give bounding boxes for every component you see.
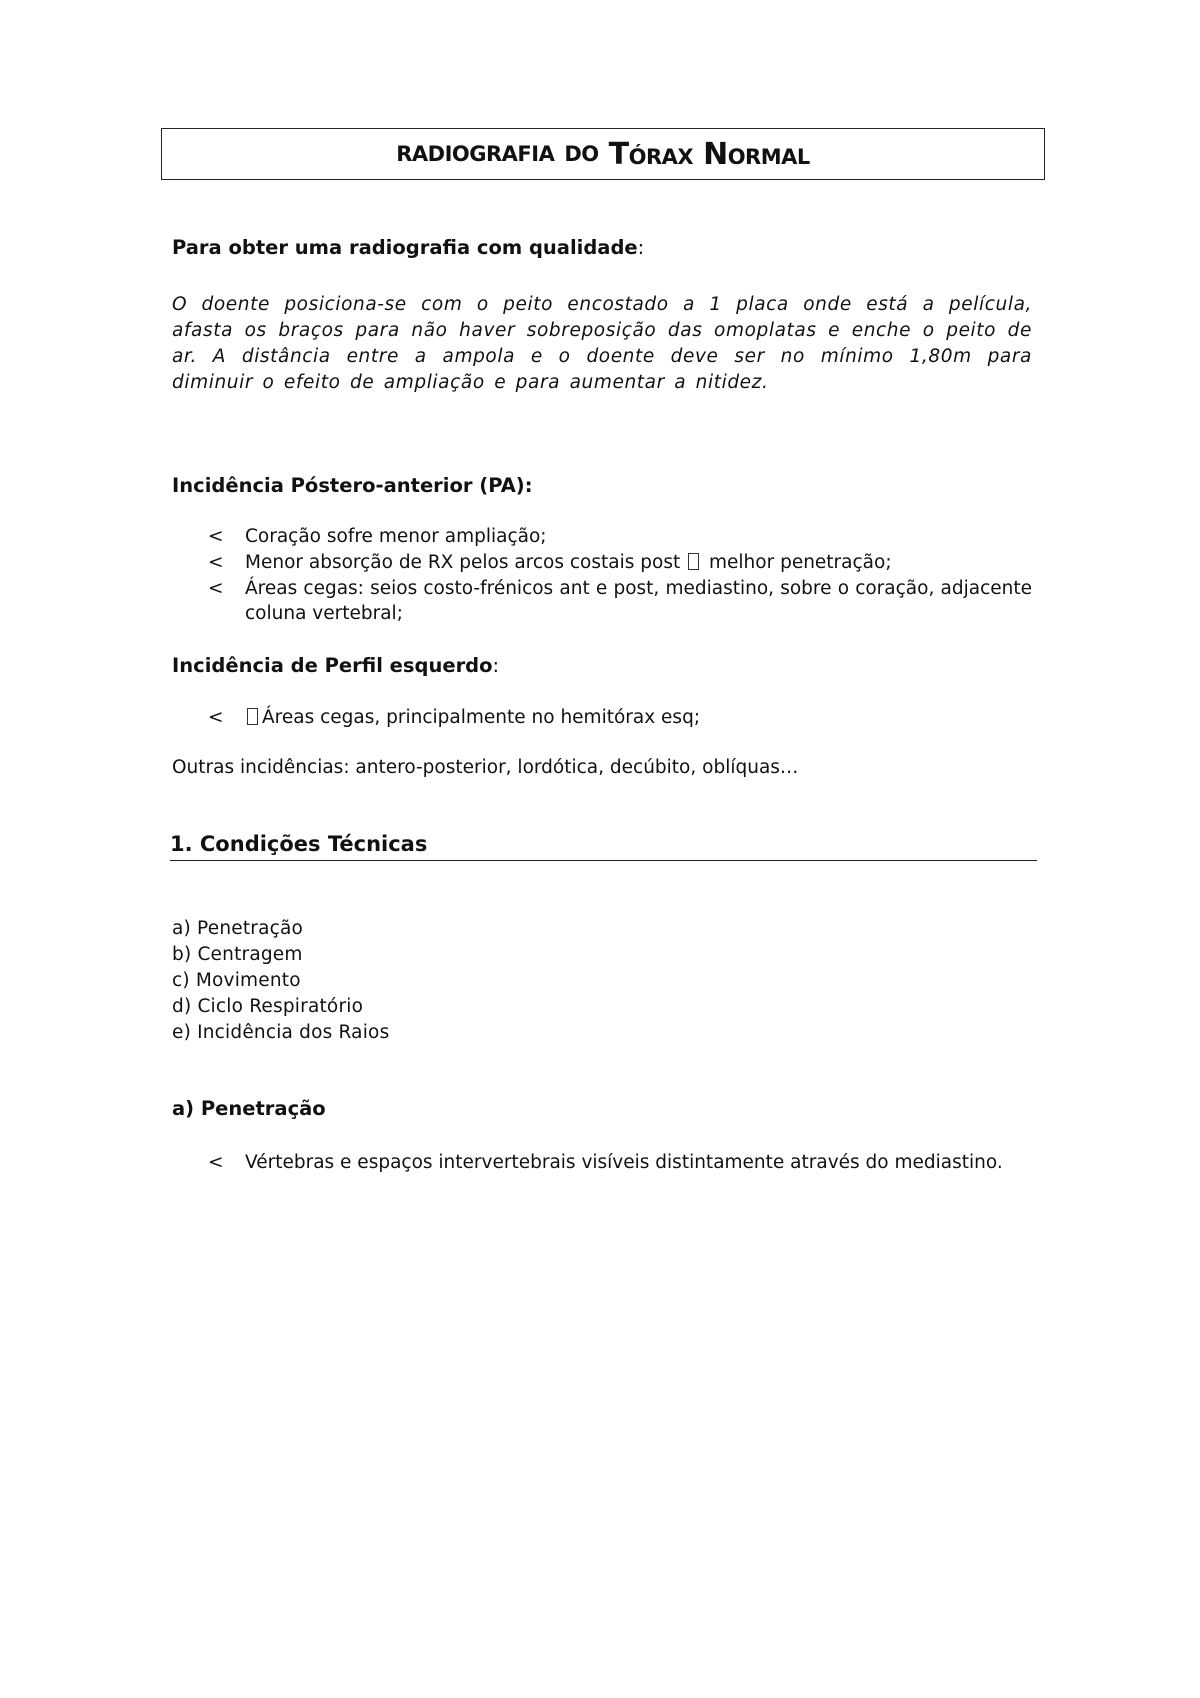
list-item: < Áreas cegas: seios costo-frénicos ant e post, mediastino, sobre o coração, adjacente coluna vertebral; xyxy=(172,576,1032,626)
pa-bullet-list xyxy=(172,524,1032,627)
title-word-3: TÓRAX xyxy=(608,136,694,172)
section-title: 1. Condições Técnicas xyxy=(170,832,1037,861)
list-item: < Áreas cegas, principalmente no hemitórax esq; xyxy=(172,705,1032,730)
quality-paragraph: O doente posiciona-se com o peito encostado a 1 placa onde está a película, afasta os braços para não haver sobreposição das omoplatas e enche o peito de ar. A distância entre a ampola e o doente deve ser no mínimo 1,80m para diminuir o efeito de ampliação e para aumentar a nitidez. xyxy=(172,294,1032,393)
list-item: c) Movimento xyxy=(172,970,301,991)
penetration-bullet-list xyxy=(172,1150,1032,1176)
bullet-mark: < xyxy=(208,526,224,547)
title-word-1: RADIOGRAFIA xyxy=(396,142,555,166)
list-item: b) Centragem xyxy=(172,944,303,965)
other-incidences: Outras incidências: antero-posterior, lordótica, decúbito, oblíquas… xyxy=(172,757,799,778)
bullet-mark: < xyxy=(208,707,224,728)
list-item: < Menor absorção de RX pelos arcos costais post melhor penetração; xyxy=(172,550,1032,575)
missing-glyph-icon xyxy=(688,553,699,570)
document-title xyxy=(161,128,1045,180)
bullet-mark: < xyxy=(208,578,224,599)
quality-heading: Para obter uma radiografia com qualidade: xyxy=(172,236,645,259)
pa-heading: Incidência Póstero-anterior (PA): xyxy=(172,474,533,497)
list-item: d) Ciclo Respiratório xyxy=(172,996,364,1017)
bullet-mark: < xyxy=(208,1152,224,1173)
list-item: < Vértebras e espaços intervertebrais visíveis distintamente através do mediastino. xyxy=(172,1150,1032,1175)
perfil-bullet-list xyxy=(172,705,1032,731)
title-word-4: NORMAL xyxy=(703,136,810,172)
title-word-2: DO xyxy=(564,142,599,166)
perfil-heading: Incidência de Perfil esquerdo: xyxy=(172,654,500,677)
bullet-mark: < xyxy=(208,552,224,573)
list-item: e) Incidência dos Raios xyxy=(172,1022,390,1043)
list-item: a) Penetração xyxy=(172,918,304,939)
conditions-list xyxy=(172,916,389,1046)
list-item: < Coração sofre menor ampliação; xyxy=(172,524,1032,549)
missing-glyph-icon xyxy=(247,708,258,725)
penetration-heading: a) Penetração xyxy=(172,1097,326,1120)
